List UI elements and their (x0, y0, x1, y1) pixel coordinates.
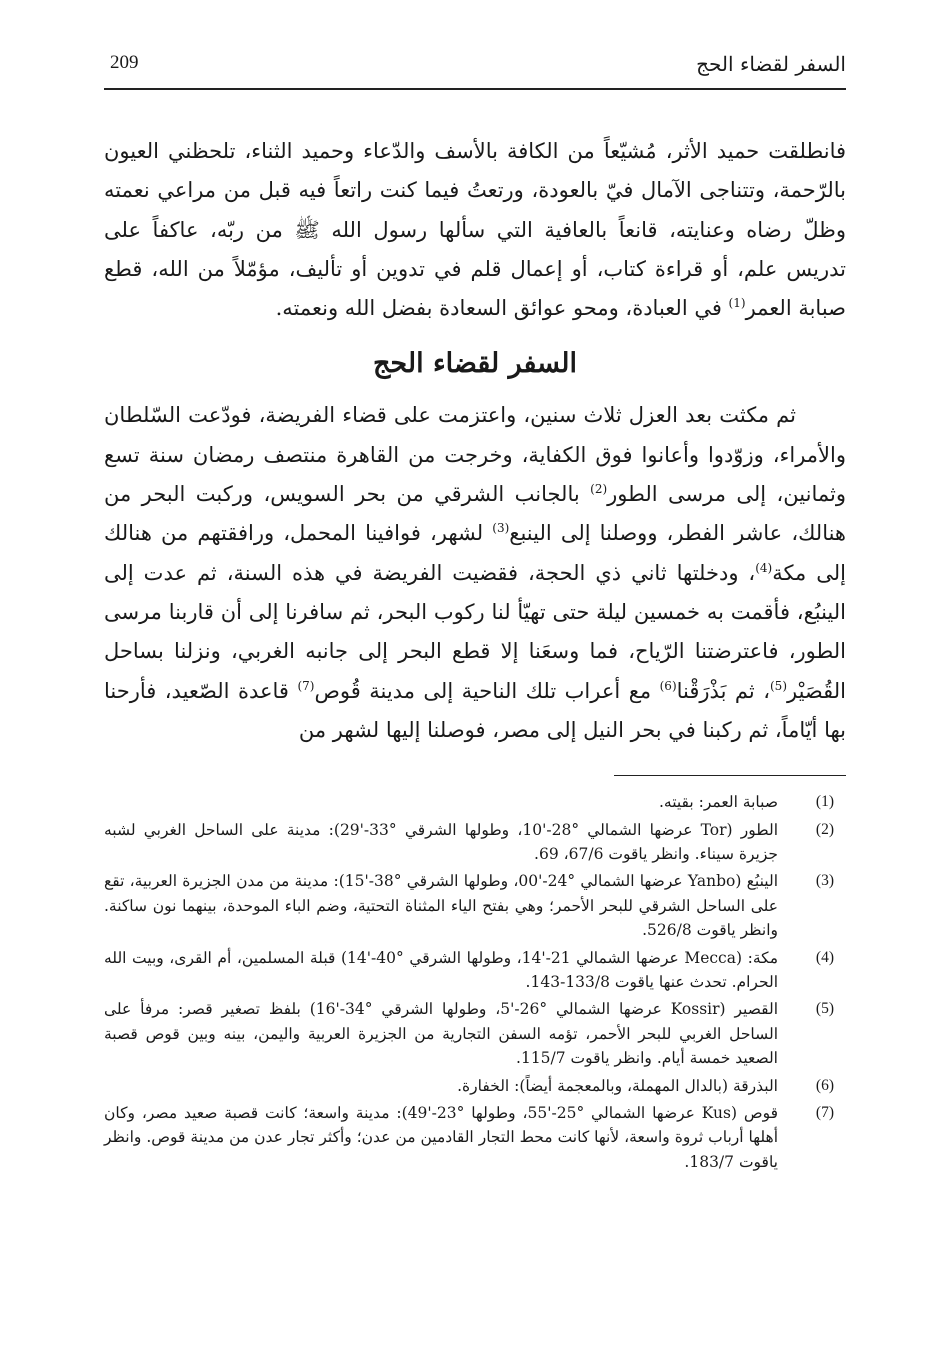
paragraph-2-segment-6: مع أعراب تلك الناحية إلى مدينة قُوص (314, 678, 660, 703)
footnote-ref-1: (1) (728, 296, 746, 311)
footnote-number: (7) (815, 1104, 834, 1122)
footnote-5 (104, 997, 846, 1070)
footnote-ref-3: (3) (492, 521, 510, 536)
footnote-text: الطور (Tor عرضها الشمالي °28-'10، وطولها الشرقي °33-'29): مدينة على الساحل الغربي لشبه جزيرة سيناء. وانظر ياقوت 67/6، 69. (104, 820, 778, 863)
footnote-number: (2) (815, 820, 834, 838)
footnote-text: الينبُع (Yanbo عرضها الشمالي °24-'00، وطولها الشرقي °38-'15): مدينة من مدن الجزيرة العربية، تقع على الساحل الشرقي للبحر الأحمر؛ وهي بفتح الياء المثناة التحتية، وضم الباء الموحدة، بينهما نون ساكنة. وانظر ياقوت 526/8. (104, 872, 778, 940)
paragraph-2-segment-3: لشهر، فوافينا المحمل، ورافقتهم من هنالك إلى مكة (104, 521, 846, 585)
paragraph-2-segment-1: ثم مكثت بعد العزل ثلاث سنين، واعتزمت على قضاء الفريضة، فودّعت السّلطان والأمراء، وزوّدوا وأعانوا فوق الكفاية، وخرجت من القاهرة منتصف رمضان سنة تسع وثمانين، إلى مرسى الطور (104, 403, 846, 507)
footnote-1 (104, 790, 846, 814)
footnote-text: القصير (Kossir عرضها الشمالي °26-'5، وطولها الشرقي °34-'16) بلفظ تصغير قصر: مرفأ على الساحل الغربي للبحر الأحمر، تؤمه السفن التجارية من الجزيرة العربية واليمن، بينه وبين قوص قصبة الصعيد خمسة أيام. وانظر ياقوت 115/7. (104, 1000, 779, 1068)
footnote-ref-2: (2) (590, 482, 608, 497)
footnote-text: صبابة العمر: بقيته. (658, 793, 778, 812)
footnote-number: (1) (815, 793, 834, 811)
footnote-6 (104, 1074, 846, 1098)
page-header (104, 46, 846, 90)
paragraph-1-tail: في العبادة، ومحو عوائق السعادة بفضل الله ونعمته. (275, 296, 729, 321)
paragraph-2-segment-4: ، ودخلتها ثاني ذي الحجة، فقضيت الفريضة في هذه السنة، ثم عدت إلى الينبُع، فأقمت به خمسين ليلة حتى تهيّأ لنا ركوب البحر، ثم سافرنا إلى أن قاربنا مرسى الطور، فاعترضتنا الرّياح، فما وسعَنا إلا قطع البحر إلى جانبه الغربي، ونزلنا بساحل القُصَيْر (104, 560, 846, 703)
paragraph-2 (104, 396, 846, 750)
running-title: السفر لقضاء الحج (696, 52, 846, 76)
footnote-ref-7: (7) (297, 678, 315, 693)
footnote-ref-6: (6) (659, 678, 677, 693)
footnote-text: مكة: (Mecca عرضها الشمالي 21-'14، وطولها الشرقي °40-'14) قبلة المسلمين، أم القرى، وبيت الله الحرام. تحدث عنها ياقوت 133/8-143. (104, 948, 778, 991)
footnote-text: قوص (Kus عرضها الشمالي °25-'55، وطولها °23-'49): مدينة واسعة؛ كانت قصبة صعيد مصر، وكان أهلها أرباب ثروة واسعة، لأنها كانت محط التجار القادمين من عدن؛ وأكثر تجار عدن من مدينة قوص. وانظر ياقوت 183/7. (104, 1104, 779, 1171)
footnote-text: البذرقة (بالدال المهملة، وبالمعجمة أيضاً): الخفارة. (457, 1076, 778, 1095)
footnote-separator (614, 775, 846, 776)
paragraph-2-segment-5: ، ثم بَذْرَقْنا (676, 678, 770, 703)
footnote-number: (5) (815, 1000, 834, 1018)
page-number: 209 (110, 52, 139, 73)
paragraph-2-segment-2: بالجانب الشرقي من بحر السويس، وركبت البحر من هنالك، عاشر الفطر، ووصلنا إلى الينبع (104, 482, 846, 546)
footnote-3 (104, 869, 846, 942)
footnote-number: (4) (815, 948, 834, 966)
paragraph-1 (104, 132, 846, 328)
footnote-number: (6) (815, 1076, 834, 1094)
paragraph-1-text: فانطلقت حميد الأثر، مُشيّعاً من الكافة بالأسف والدّعاء وحميد الثناء، تلحظني العيون بالرّحمة، وتتناجى الآمال فيّ بالعودة، ورتعتُ فيما كنت راتعاً فيه قبل من مراعي نعمته وظلّ رضاه وعنايته، قانعاً بالعافية التي سألها رسول الله ﷺ من ربّه، عاكفاً على تدريس علم، أو قراءة كتاب، أو إعمال قلم في تدوين أو تأليف، مؤمّلاً من الله، قطع صبابة العمر (104, 139, 846, 321)
footnote-ref-5: (5) (769, 678, 787, 693)
footnotes (104, 790, 846, 1174)
page (104, 46, 846, 1177)
footnote-7 (104, 1101, 846, 1174)
section-title: السفر لقضاء الحج (373, 348, 577, 380)
footnote-ref-4: (4) (755, 560, 773, 575)
paragraph-2-segment-7: قاعدة الصّعيد، فأرحنا بها أيّاماً، ثم ركبنا في بحر النيل إلى مصر، فوصلنا إليها لشهر من (104, 678, 846, 742)
footnote-2 (104, 818, 846, 867)
footnote-number: (3) (815, 872, 834, 890)
footnote-4 (104, 946, 846, 995)
